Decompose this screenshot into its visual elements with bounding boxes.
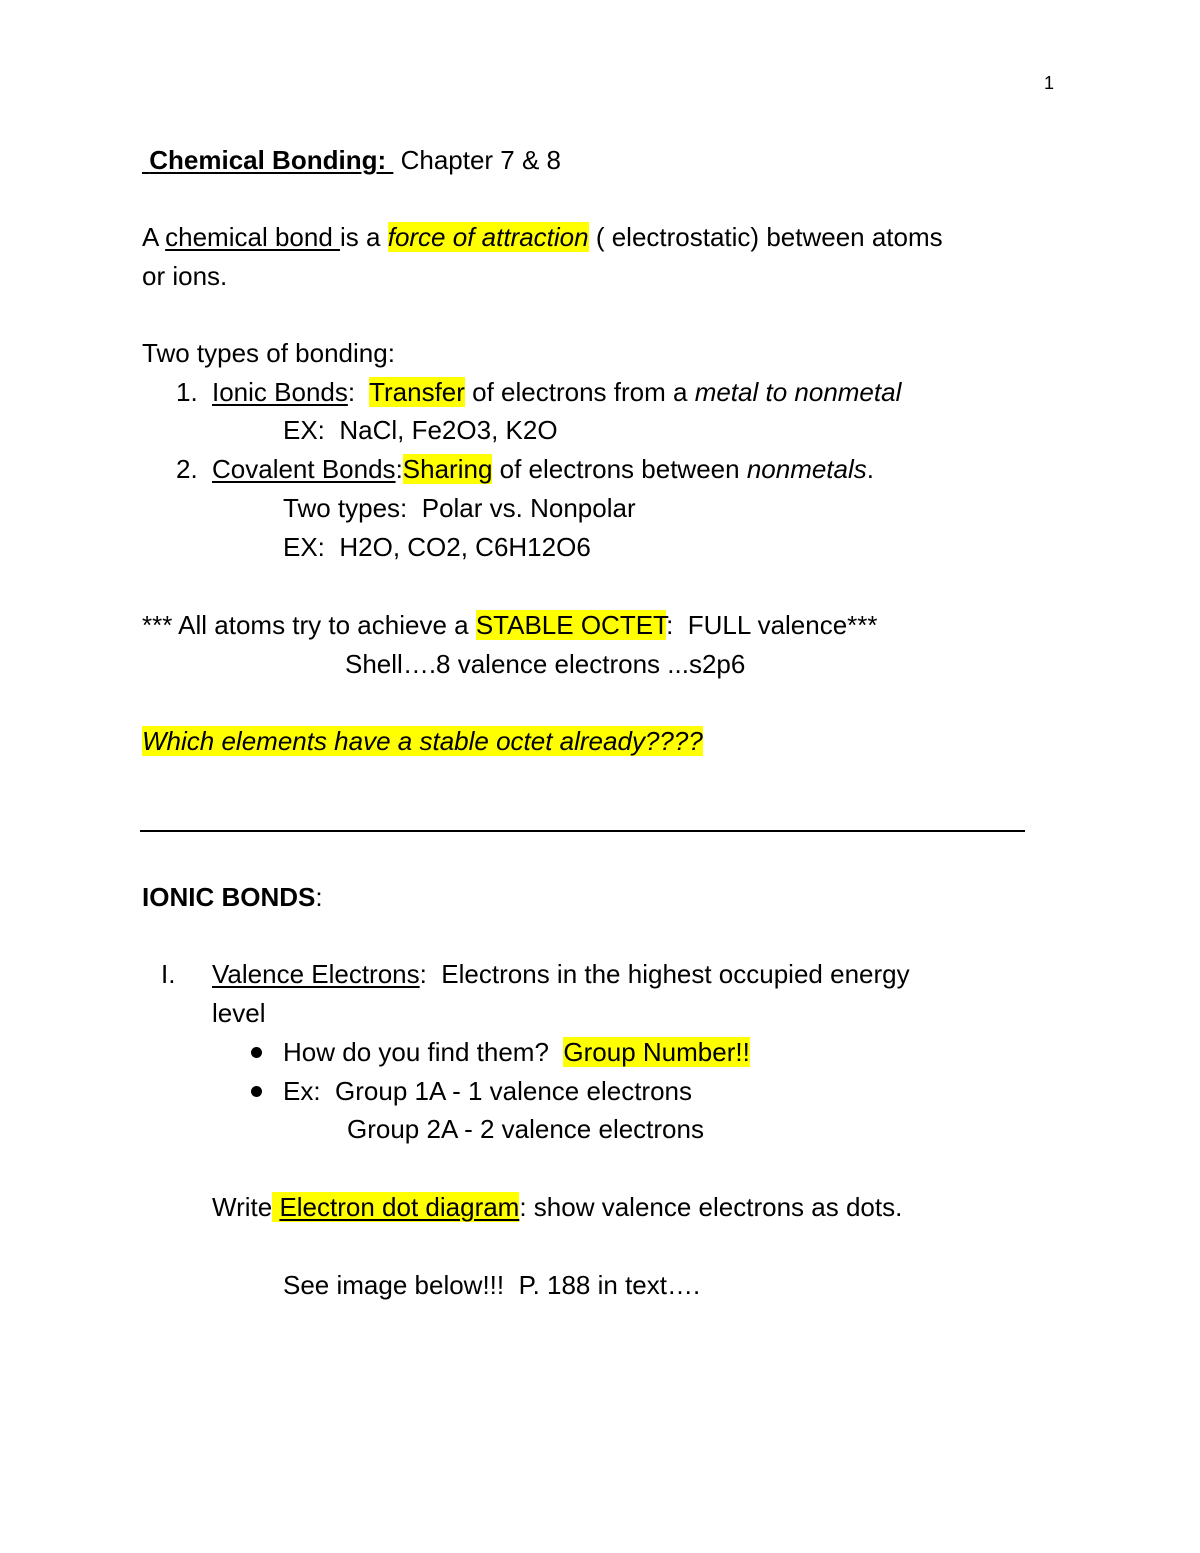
definition-line-1 [142, 221, 943, 253]
ionic-text: of electrons from a [464, 377, 695, 407]
document-title [142, 144, 561, 176]
write-text: Write [212, 1192, 273, 1222]
transfer-highlight: Transfer [369, 377, 465, 407]
ionic-item [212, 376, 901, 408]
covalent-types-line: Two types: Polar vs. Nonpolar [283, 493, 636, 523]
force-of-attraction-highlight: force of attraction [387, 222, 589, 252]
covalent-colon: : [395, 454, 403, 484]
title-bold: Chemical Bonding: [149, 145, 394, 175]
valence-electrons-line-1 [212, 958, 910, 990]
types-heading: Two types of bonding: [142, 338, 395, 368]
section-numeral: I. [161, 959, 176, 989]
definition-text: is a [340, 222, 388, 252]
ionic-bonds-label: Ionic Bonds [212, 377, 348, 407]
stable-octet-highlight: STABLE OCTET [475, 610, 667, 640]
ionic-example: EX: NaCl, Fe2O3, K2O [283, 415, 558, 445]
ionic-colon: : [347, 377, 370, 407]
covalent-period: . [866, 454, 875, 484]
group-number-highlight: Group Number!! [563, 1037, 750, 1067]
bullet-icon [251, 1047, 262, 1058]
question-highlight: Which elements have a stable octet already???? [142, 726, 703, 756]
covalent-example: EX: H2O, CO2, C6H12O6 [283, 532, 591, 562]
covalent-item-number: 2. [176, 454, 198, 484]
octet-text: : FULL valence*** [666, 610, 878, 640]
covalent-text: of electrons between [492, 454, 747, 484]
definition-text: ( electrostatic) between atoms [588, 222, 943, 252]
ionic-heading-bold: IONIC BONDS [142, 882, 316, 912]
valence-electrons-label: Valence Electrons [212, 959, 420, 989]
nonmetals-italic: nonmetals [746, 454, 867, 484]
bullet-dot [251, 1036, 262, 1068]
sharing-highlight: Sharing [402, 454, 493, 484]
valence-definition: : Electrons in the highest occupied energy [419, 959, 910, 989]
ionic-heading-colon: : [315, 882, 323, 912]
octet-text: *** All atoms try to achieve a [142, 610, 476, 640]
chemical-bond-term: chemical bond [165, 222, 341, 252]
octet-line-1 [142, 609, 878, 641]
octet-line-2: Shell….8 valence electrons ...s2p6 [345, 649, 746, 679]
section-divider [140, 830, 1025, 832]
page-number: 1 [1044, 73, 1055, 93]
electron-dot-diagram-highlight: Electron dot diagram [279, 1192, 520, 1222]
bullet-item-find-them [283, 1036, 750, 1068]
title-rest: Chapter 7 & 8 [393, 145, 562, 175]
valence-electrons-line-2: level [212, 998, 266, 1028]
bullet-icon [251, 1086, 262, 1097]
definition-line-2: or ions. [142, 261, 228, 291]
bullet-item-example-cont: Group 2A - 2 valence electrons [347, 1114, 704, 1144]
bullet-dot [251, 1075, 262, 1107]
see-image-note: See image below!!! P. 188 in text…. [283, 1270, 701, 1300]
ionic-bonds-heading [142, 881, 323, 913]
electron-dot-diagram-line [212, 1191, 902, 1223]
ionic-item-number: 1. [176, 377, 198, 407]
definition-text: A [142, 222, 166, 252]
bullet-text: How do you find them? [283, 1037, 564, 1067]
metal-to-nonmetal: metal to nonmetal [694, 377, 902, 407]
stable-octet-question [142, 725, 703, 757]
dot-diagram-text: : show valence electrons as dots. [519, 1192, 903, 1222]
bullet-item-example: Ex: Group 1A - 1 valence electrons [283, 1076, 692, 1106]
covalent-item [212, 453, 874, 485]
covalent-bonds-label: Covalent Bonds [212, 454, 396, 484]
